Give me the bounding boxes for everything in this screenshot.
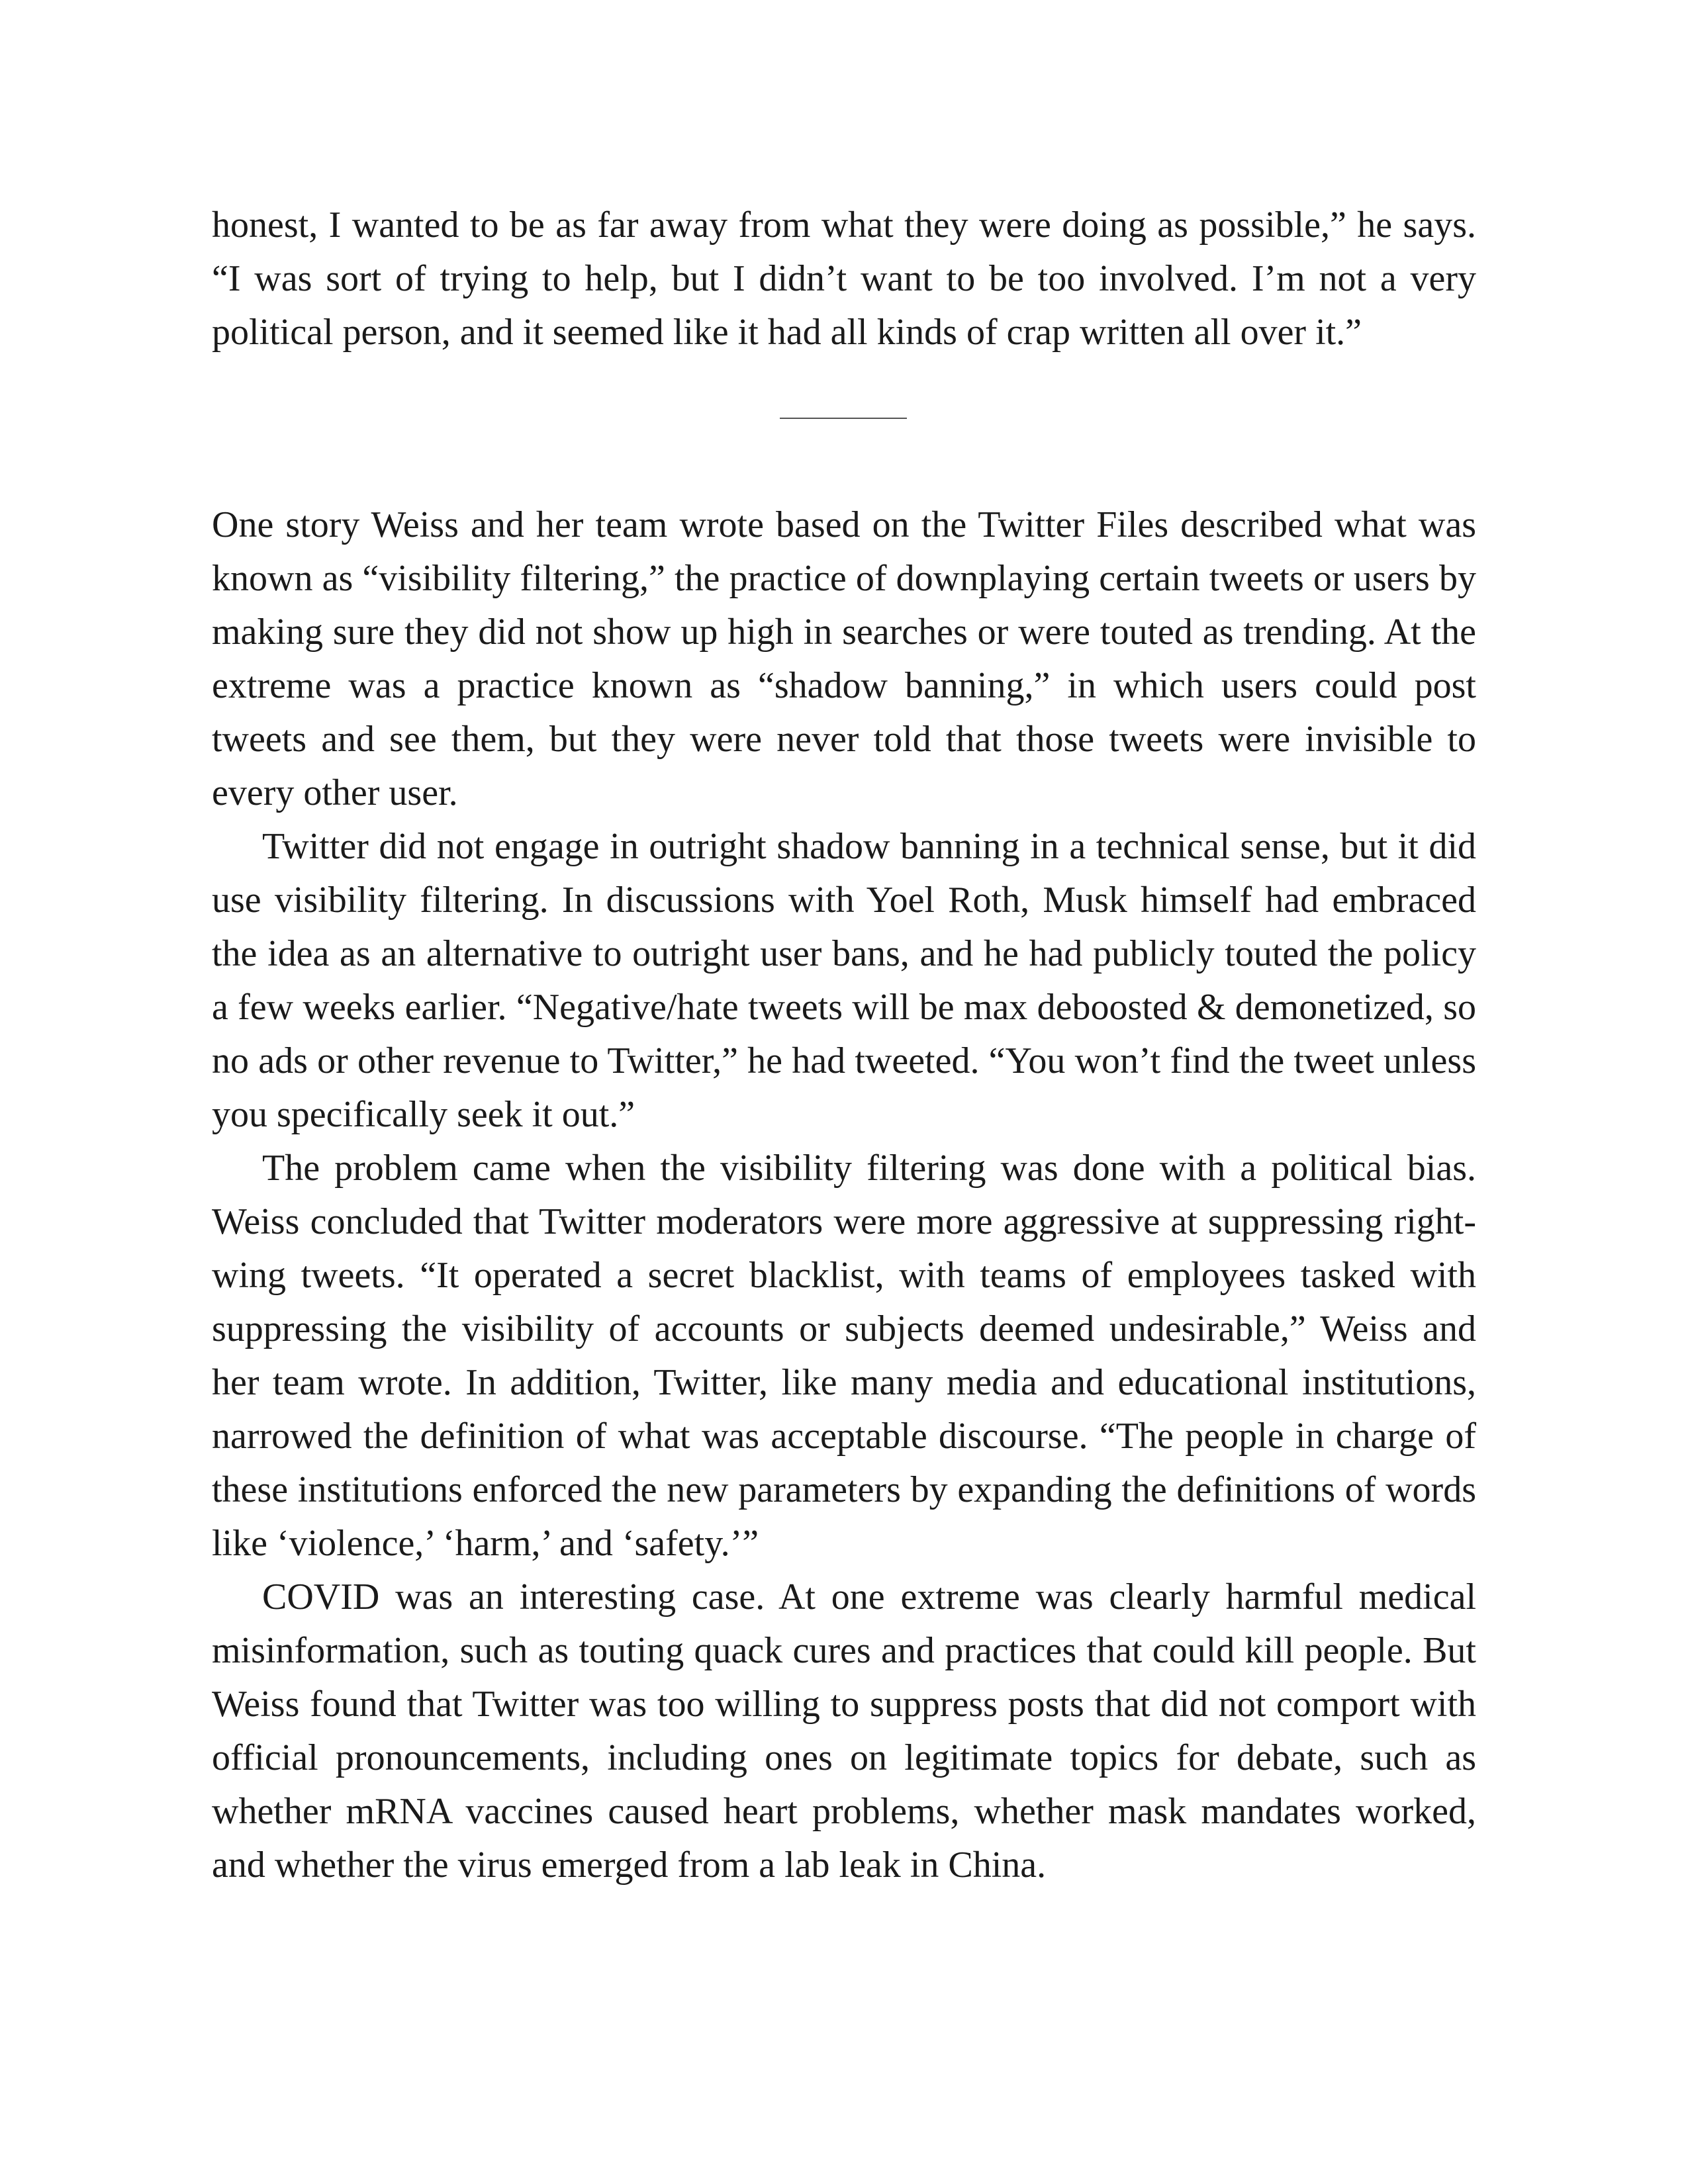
page-body	[212, 199, 1476, 1892]
paragraph-continued: honest, I wanted to be as far away from what they were doing as possible,” he says. “I was sort of trying to help, but I didn’t want to be too involved. I’m not a very political person, and it seemed like it had all kinds of crap written all over it.”	[212, 205, 1476, 353]
section-divider	[780, 418, 907, 419]
paragraph-visibility-filtering: One story Weiss and her team wrote based on the Twitter Files described what was known as “visibility filtering,” the practice of downplaying certain tweets or users by making sure they did not show up high in searches or were touted as trending. At the extreme was a practice known as “shadow banning,” in which users could post tweets and see them, but they were never told that those tweets were invisible to every other user.	[212, 504, 1476, 813]
paragraph-political-bias: The problem came when the visibility filtering was done with a political bias. Weiss concluded that Twitter moderators were more aggressive at suppressing right-wing tweets. “It operated a secret blacklist, with teams of employees tasked with suppressing the visibility of accounts or subjects deemed undesirable,” Weiss and her team wrote. In addition, Twitter, like many media and educational institutions, narrowed the definition of what was acceptable discourse. “The people in charge of these institutions enforced the new parameters by expanding the definitions of words like ‘violence,’ ‘harm,’ and ‘safety.’”	[212, 1148, 1476, 1564]
paragraph-shadow-banning: Twitter did not engage in outright shadow banning in a technical sense, but it did use visibility filtering. In discussions with Yoel Roth, Musk himself had embraced the idea as an alternative to outright user bans, and he had publicly touted the policy a few weeks earlier. “Negative/hate tweets will be max deboosted & demonetized, so no ads or other revenue to Twitter,” he had tweeted. “You won’t find the tweet unless you specifically seek it out.”	[212, 826, 1476, 1135]
paragraph-covid: COVID was an interesting case. At one extreme was clearly harmful medical misinformation, such as touting quack cures and practices that could kill people. But Weiss found that Twitter was too willing to suppress posts that did not comport with official pronouncements, including ones on legitimate topics for debate, such as whether mRNA vaccines caused heart problems, whether mask mandates worked, and whether the virus emerged from a lab leak in China.	[212, 1576, 1476, 1886]
section-break	[212, 359, 1476, 498]
